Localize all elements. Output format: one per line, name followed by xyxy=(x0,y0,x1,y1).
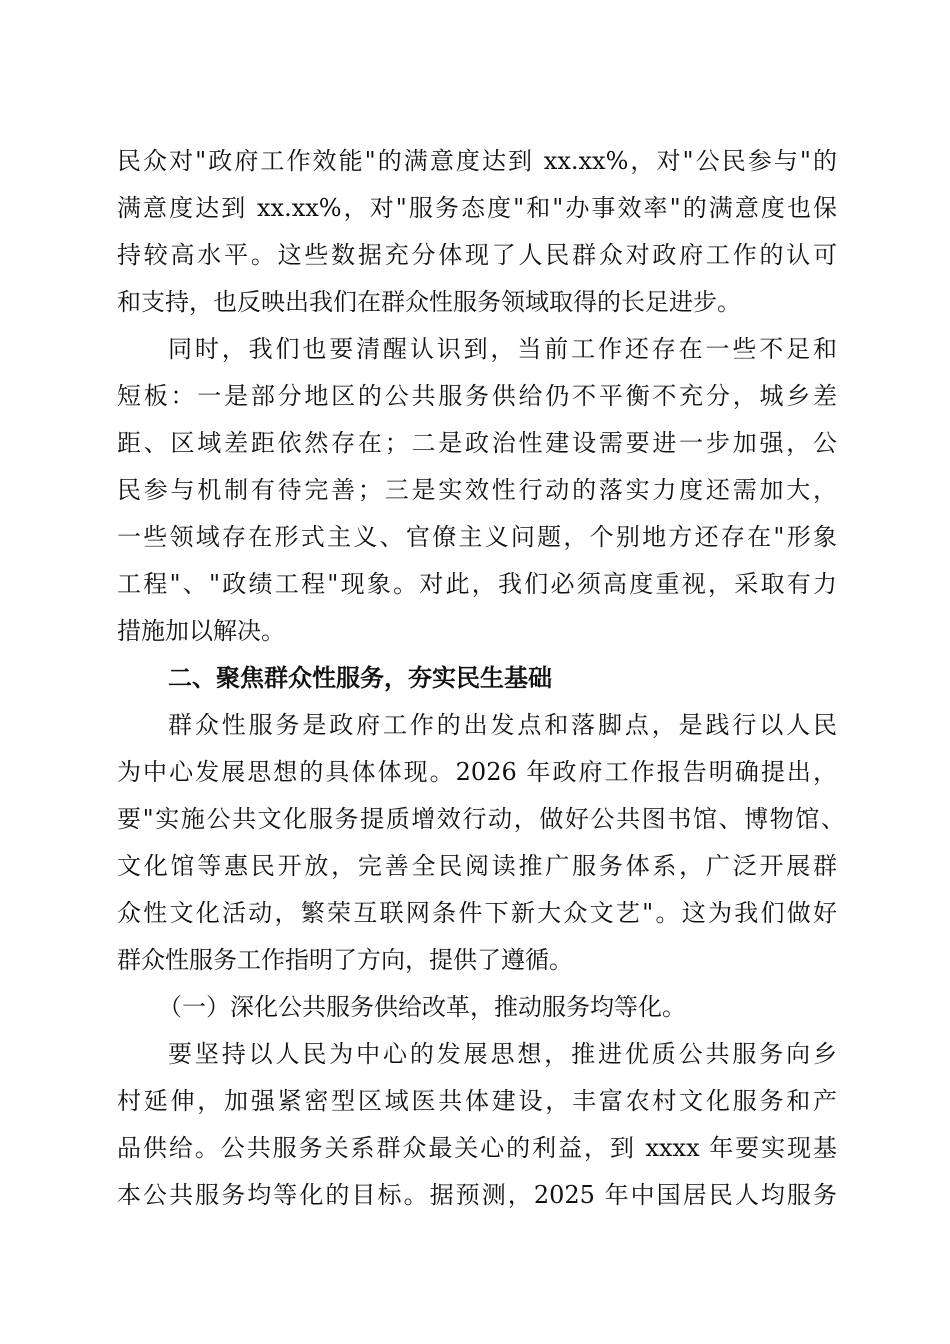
paragraph-1-line-3: 持较高水平。这些数据充分体现了人民群众对政府工作的认可 xyxy=(117,241,837,269)
subsection-heading: （一）深化公共服务供给改革，推动服务均等化。 xyxy=(158,993,686,1021)
paragraph-3-line-4: 文化馆等惠民开放，完善全民阅读推广服务体系，广泛开展群 xyxy=(117,852,837,880)
paragraph-3-line-1: 群众性服务是政府工作的出发点和落脚点，是践行以人民 xyxy=(168,711,837,739)
paragraph-2-line-1: 同时，我们也要清醒认识到，当前工作还存在一些不足和 xyxy=(168,335,837,363)
paragraph-4-line-4: 本公共服务均等化的目标。据预测，2025 年中国居民人均服务 xyxy=(117,1181,837,1209)
paragraph-3-line-2: 为中心发展思想的具体体现。2026 年政府工作报告明确提出， xyxy=(117,758,837,786)
paragraph-1-line-4: 和支持，也反映出我们在群众性服务领域取得的长足进步。 xyxy=(117,288,741,316)
paragraph-2-line-5: 一些领域存在形式主义、官僚主义问题，个别地方还存在"形象 xyxy=(117,523,837,551)
paragraph-2-line-3: 距、区域差距依然存在；二是政治性建设需要进一步加强，公 xyxy=(117,429,837,457)
paragraph-2-line-2: 短板：一是部分地区的公共服务供给仍不平衡不充分，城乡差 xyxy=(117,382,837,410)
paragraph-3-line-5: 众性文化活动，繁荣互联网条件下新大众文艺"。这为我们做好 xyxy=(117,899,837,927)
paragraph-2-line-7: 措施加以解决。 xyxy=(117,617,285,645)
paragraph-1-line-2: 满意度达到 xx.xx%，对"服务态度"和"办事效率"的满意度也保 xyxy=(117,194,837,222)
paragraph-2-line-4: 民参与机制有待完善；三是实效性行动的落实力度还需加大， xyxy=(117,476,837,504)
paragraph-4-line-3: 品供给。公共服务关系群众最关心的利益，到 xxxx 年要实现基 xyxy=(117,1134,837,1162)
paragraph-2-line-6: 工程"、"政绩工程"现象。对此，我们必须高度重视，采取有力 xyxy=(117,570,837,598)
paragraph-3-line-6: 群众性服务工作指明了方向，提供了遵循。 xyxy=(117,946,573,974)
section-heading: 二、聚焦群众性服务，夯实民生基础 xyxy=(168,664,552,692)
paragraph-4-line-1: 要坚持以人民为中心的发展思想，推进优质公共服务向乡 xyxy=(168,1040,837,1068)
paragraph-3-line-3: 要"实施公共文化服务提质增效行动，做好公共图书馆、博物馆、 xyxy=(117,805,845,833)
paragraph-1-line-1: 民众对"政府工作效能"的满意度达到 xx.xx%，对"公民参与"的 xyxy=(117,147,837,175)
paragraph-4-line-2: 村延伸，加强紧密型区域医共体建设，丰富农村文化服务和产 xyxy=(117,1087,837,1115)
